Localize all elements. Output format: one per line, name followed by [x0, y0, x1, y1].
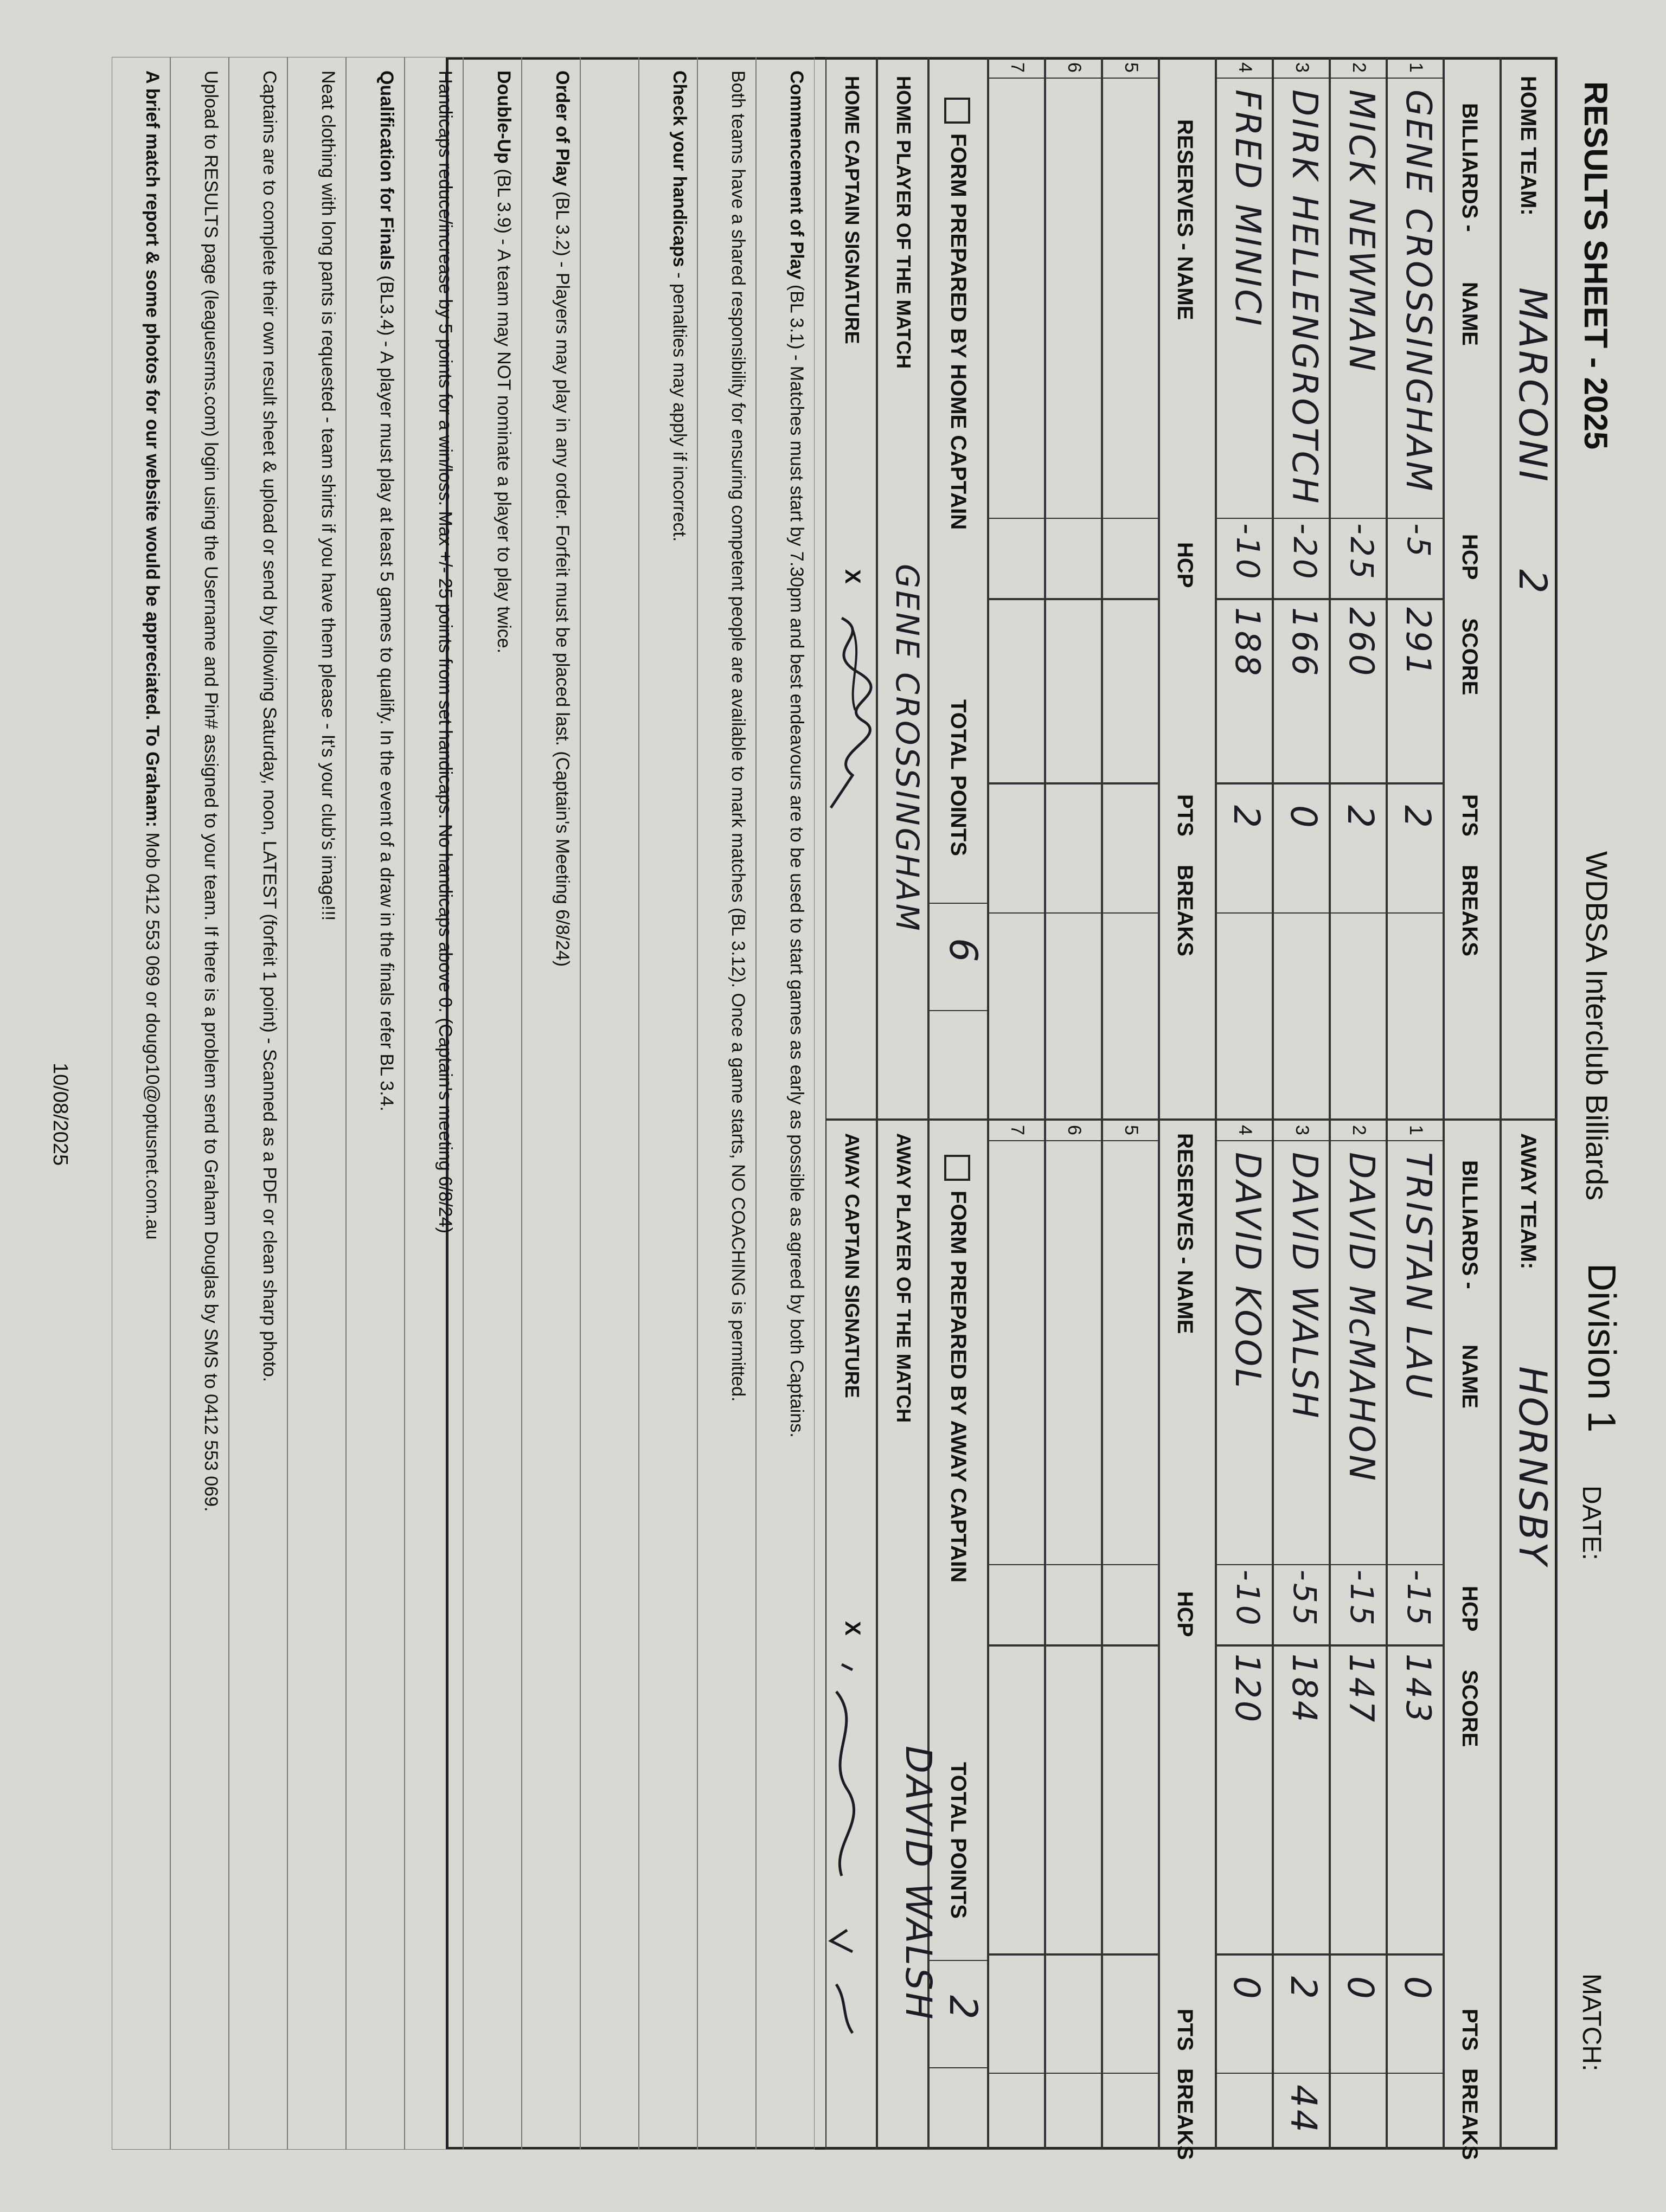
away-player-pts[interactable]: 0	[1340, 1976, 1381, 2001]
rule-heading: Qualification for Finals	[376, 70, 397, 271]
home-team-name: MARCONI	[1510, 287, 1555, 484]
away-sig-x: X	[841, 1621, 864, 1636]
away-player-hcp[interactable]: -15	[1400, 1570, 1437, 1628]
away-reserve-hcp-cell[interactable]	[1045, 1564, 1102, 1645]
home-col-pts: PTS	[1458, 794, 1482, 837]
away-row-number: 1	[1406, 1125, 1426, 1135]
home-reserve-pts-cell[interactable]	[1045, 783, 1102, 914]
home-reserves-pts: PTS	[1173, 794, 1197, 837]
away-reserve-pts-cell[interactable]	[1045, 1954, 1102, 2074]
home-team-label: HOME TEAM:	[1516, 76, 1540, 216]
rule-line-border	[112, 57, 170, 2150]
rule-body: (BL 3.9) - A team may NOT nominate a player to play twice.	[494, 163, 514, 654]
away-row-number: 2	[1349, 1125, 1369, 1135]
sheet-title: RESULTS SHEET - 2025	[1578, 81, 1614, 450]
home-player-name[interactable]: FRED MINICI	[1227, 89, 1267, 328]
home-reserve-number: 5	[1121, 62, 1142, 73]
rule-body: Captains are to complete their own result sheet & upload or send by following Saturday, noon, LATEST (forfeit 1 point) - Scanned as a PDF or clean sharp photo.	[259, 70, 280, 1382]
home-reserve-pts-cell[interactable]	[1102, 783, 1159, 914]
rule-line-border	[756, 57, 815, 2150]
rule-body: Mob 0412 553 069 or dougo10@optusnet.com.au	[142, 827, 163, 1240]
away-team-label: AWAY TEAM:	[1516, 1133, 1540, 1270]
away-col-name: NAME	[1458, 1345, 1482, 1409]
away-reserve-hcp-cell[interactable]	[1102, 1564, 1159, 1645]
away-signature-icon	[815, 1659, 874, 2039]
away-player-breaks[interactable]: 44	[1283, 2085, 1324, 2134]
home-col-name: NAME	[1458, 282, 1482, 346]
home-player-score[interactable]: 291	[1399, 607, 1438, 678]
home-col-hcp: HCP	[1458, 534, 1482, 580]
away-reserve-number: 6	[1064, 1125, 1085, 1135]
rule-heading: Order of Play	[552, 70, 573, 187]
home-reserve-score-cell[interactable]	[1045, 599, 1102, 783]
rule-line-border	[522, 57, 580, 2150]
home-player-name[interactable]: DIRK HELLENGROTCH	[1284, 89, 1324, 506]
away-reserve-number: 7	[1007, 1125, 1028, 1135]
rule-body: - penalties may apply if incorrect.	[669, 267, 690, 542]
rule-line-border	[405, 57, 463, 2150]
away-player-score[interactable]: 120	[1228, 1654, 1267, 1725]
home-form-prepared	[944, 98, 970, 530]
home-pts-cell	[1330, 783, 1387, 914]
rule-line-border	[229, 57, 287, 2150]
away-player-name[interactable]: DAVID McMAHON	[1341, 1152, 1381, 1483]
home-total-label: TOTAL POINTS	[946, 699, 970, 856]
away-reserves-pts: PTS	[1173, 2009, 1197, 2051]
away-form-prepared	[944, 1155, 970, 1583]
away-reserve-pts-cell[interactable]	[1102, 1954, 1159, 2074]
away-potm-label: AWAY PLAYER OF THE MATCH	[893, 1133, 915, 1423]
rule-line-border	[463, 57, 522, 2150]
home-row-number: 1	[1406, 62, 1426, 73]
home-player-score[interactable]: 166	[1285, 607, 1324, 678]
date-label: DATE:	[1577, 1486, 1606, 1560]
away-reserves-hcp: HCP	[1173, 1591, 1197, 1637]
home-col-billiards: BILLIARDS -	[1458, 103, 1482, 232]
rule-line-border	[697, 57, 756, 2150]
rule-body: (BL 3.1) - Matches must start by 7.30pm and best endeavours are to be used to start games as early as possible as agreed by both Captains.	[786, 279, 807, 1438]
home-potm-label: HOME PLAYER OF THE MATCH	[893, 76, 915, 369]
home-reserve-score-cell[interactable]	[988, 599, 1045, 783]
home-player-hcp[interactable]: -5	[1400, 523, 1437, 559]
away-reserve-number: 5	[1121, 1125, 1142, 1135]
home-team-mark: 2	[1510, 569, 1555, 596]
rule-heading: A brief match report & some photos for our website would be appreciated. To Graham:	[142, 70, 163, 828]
home-player-name[interactable]: MICK NEWMAN	[1341, 89, 1381, 374]
home-potm-value: GENE CROSSINGHAM	[889, 564, 926, 933]
home-sig-label: HOME CAPTAIN SIGNATURE	[841, 76, 863, 344]
away-player-hcp[interactable]: -15	[1343, 1570, 1380, 1628]
home-reserve-hcp-cell[interactable]	[1102, 518, 1159, 599]
home-reserve-hcp-cell[interactable]	[988, 518, 1045, 599]
footer-date: 10/08/2025	[49, 1063, 72, 1166]
away-total-label: TOTAL POINTS	[946, 1762, 970, 1919]
rule-heading: Double-Up	[494, 70, 514, 164]
rule-line-border	[287, 57, 346, 2150]
match-label: MATCH:	[1577, 1973, 1606, 2072]
home-reserves-label: RESERVES - NAME	[1173, 119, 1197, 320]
away-pts-cell	[1273, 1954, 1330, 2074]
home-reserves-breaks: BREAKS	[1173, 865, 1197, 956]
home-total-value: 6	[941, 938, 985, 964]
away-player-name[interactable]: DAVID WALSH	[1284, 1152, 1324, 1420]
rule-heading: Commencement of Play	[786, 70, 807, 280]
away-reserve-hcp-cell[interactable]	[988, 1564, 1045, 1645]
away-row-number: 3	[1292, 1125, 1312, 1135]
home-row-number: 4	[1235, 62, 1255, 73]
away-sig-label: AWAY CAPTAIN SIGNATURE	[841, 1133, 863, 1398]
rule-line-border	[639, 57, 697, 2150]
away-total-value: 2	[941, 1995, 985, 2022]
away-reserve-score-cell[interactable]	[1045, 1645, 1102, 1954]
rule-body: Upload to RESULTS page (leaguesrms.com) login using the Username and Pin# assigned to your team. If there is a problem send to Graham Douglas by SMS to 0412 553 069.	[201, 70, 221, 1512]
home-form-prepared-text: FORM PREPARED BY HOME CAPTAIN	[946, 133, 970, 530]
rule-line-border	[170, 57, 229, 2150]
away-col-breaks: BREAKS	[1458, 2068, 1482, 2160]
away-player-pts[interactable]: 2	[1283, 1976, 1324, 2001]
away-team-row	[1501, 1120, 1558, 2150]
home-player-pts[interactable]: 2	[1226, 805, 1267, 830]
away-team-name: HORNSBY	[1510, 1366, 1555, 1567]
away-player-score[interactable]: 184	[1285, 1654, 1324, 1725]
rule-heading: Check your handicaps	[669, 70, 690, 267]
away-pts-cell	[1387, 1954, 1444, 2074]
home-pts-cell	[1273, 783, 1330, 914]
away-player-score[interactable]: 143	[1399, 1654, 1438, 1725]
home-signature-icon	[815, 613, 885, 819]
away-col-pts: PTS	[1458, 2009, 1482, 2051]
away-form-prepared-text: FORM PREPARED BY AWAY CAPTAIN	[946, 1191, 970, 1583]
rule-body: (BL3.4) - A player must play at least 5 games to qualify. In the event of a draw in the finals refer BL 3.4.	[376, 270, 397, 1111]
away-pts-cell	[1216, 1954, 1273, 2074]
home-player-score[interactable]: 188	[1228, 607, 1267, 678]
home-pts-cell	[1387, 783, 1444, 914]
home-pts-cell	[1216, 783, 1273, 914]
rule-line-border	[580, 57, 639, 2150]
away-row-number: 4	[1235, 1125, 1255, 1135]
away-player-pts[interactable]: 0	[1396, 1976, 1438, 2001]
competition-name: WDBSA Interclub Billiards	[1580, 851, 1614, 1201]
away-reserves-breaks: BREAKS	[1173, 2068, 1197, 2160]
away-col-score: SCORE	[1458, 1670, 1482, 1747]
rule-body: Neat clothing with long pants is requested - team shirts if you have them please - It's your club's image!!!	[318, 70, 338, 921]
home-reserve-pts-cell[interactable]	[988, 783, 1045, 914]
home-row-number: 2	[1349, 62, 1369, 73]
home-player-hcp[interactable]: -25	[1343, 523, 1380, 581]
home-player-hcp[interactable]: -20	[1286, 523, 1323, 581]
away-player-score[interactable]: 147	[1342, 1654, 1381, 1725]
home-row-number: 3	[1292, 62, 1312, 73]
home-player-pts[interactable]: 2	[1396, 805, 1438, 830]
home-sig-x: X	[841, 569, 864, 584]
rule-body: Both teams have a shared responsibility for ensuring competent people are available to mark matches (BL 3.12). Once a game starts, NO COACHING is permitted.	[728, 70, 748, 1402]
home-player-pts[interactable]: 2	[1340, 805, 1381, 830]
away-reserves-label: RESERVES - NAME	[1173, 1133, 1197, 1334]
rule-body: (BL 3.2) - Players may play in any order. Forfeit must be placed last. (Captain's Meeting 6/8/24)	[552, 186, 573, 967]
home-player-pts[interactable]: 0	[1283, 805, 1324, 830]
away-player-hcp[interactable]: -55	[1286, 1570, 1323, 1628]
away-pts-cell	[1330, 1954, 1387, 2074]
checkbox-icon[interactable]	[944, 1155, 970, 1181]
away-player-name[interactable]: TRISTAN LAU	[1398, 1152, 1438, 1401]
home-reserve-number: 7	[1007, 62, 1028, 73]
away-reserve-score-cell[interactable]	[988, 1645, 1045, 1954]
away-potm-value: DAVID WALSH	[898, 1746, 939, 2022]
away-reserve-pts-cell[interactable]	[988, 1954, 1045, 2074]
home-player-hcp[interactable]: -10	[1229, 523, 1266, 581]
away-col-hcp: HCP	[1458, 1586, 1482, 1632]
rule-line-border	[346, 57, 405, 2150]
away-player-name[interactable]: DAVID KOOL	[1227, 1152, 1267, 1390]
away-reserve-score-cell[interactable]	[1102, 1645, 1159, 1954]
home-reserve-hcp-cell[interactable]	[1045, 518, 1102, 599]
home-player-score[interactable]: 260	[1342, 607, 1381, 678]
home-reserve-number: 6	[1064, 62, 1085, 73]
rule-body: Handicaps reduce/increase by 5 points for a win/loss. Max +/- 25 points from set handicaps. No handicaps above 0. (Captain's meeting 6/8/24)	[435, 70, 456, 1233]
home-col-breaks: BREAKS	[1458, 865, 1482, 956]
away-player-pts[interactable]: 0	[1226, 1976, 1267, 2001]
home-reserves-hcp: HCP	[1173, 542, 1197, 588]
home-player-name[interactable]: GENE CROSSINGHAM	[1398, 89, 1438, 493]
division-label: Division 1	[1580, 1263, 1623, 1433]
home-col-score: SCORE	[1458, 618, 1482, 696]
away-col-billiards: BILLIARDS -	[1458, 1160, 1482, 1289]
away-player-hcp[interactable]: -10	[1229, 1570, 1266, 1628]
checkbox-icon[interactable]	[944, 98, 970, 124]
home-reserve-score-cell[interactable]	[1102, 599, 1159, 783]
